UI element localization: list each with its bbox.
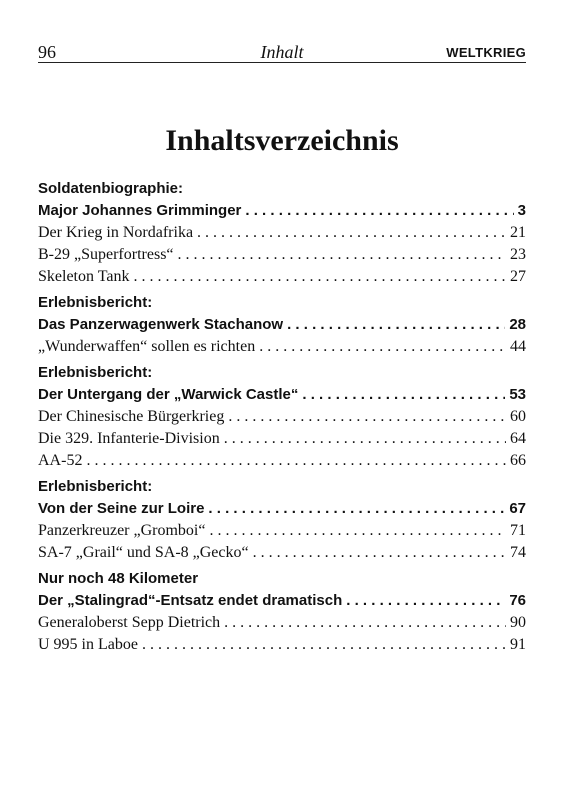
toc-line bbox=[38, 222, 526, 244]
toc-entry-title: „Wunderwaffen“ sollen es richten bbox=[38, 338, 256, 355]
toc-line bbox=[38, 244, 526, 266]
toc-entry[interactable] bbox=[38, 336, 526, 358]
toc-line bbox=[38, 542, 526, 564]
dot-leader bbox=[302, 384, 505, 406]
toc-entry-title: Von der Seine zur Loire bbox=[38, 500, 205, 517]
toc-entry[interactable] bbox=[38, 222, 526, 244]
toc-entry[interactable] bbox=[38, 520, 526, 542]
toc-entry-title: Major Johannes Grimminger bbox=[38, 202, 242, 219]
toc-entry-title: U 995 in Laboe bbox=[38, 636, 138, 653]
dot-leader bbox=[245, 200, 513, 222]
toc-page-number: 66 bbox=[510, 452, 526, 469]
dot-leader bbox=[228, 406, 506, 428]
toc-section-kicker: Soldatenbiographie: bbox=[38, 180, 184, 197]
toc-entry[interactable] bbox=[38, 634, 526, 656]
toc-page-number: 76 bbox=[509, 592, 526, 609]
page-number: 96 bbox=[38, 42, 56, 62]
toc-entry[interactable] bbox=[38, 428, 526, 450]
toc-entry[interactable] bbox=[38, 450, 526, 472]
toc-line bbox=[38, 498, 526, 520]
toc-entry[interactable] bbox=[38, 476, 526, 520]
toc-entry-title: SA-7 „Grail“ und SA-8 „Gecko“ bbox=[38, 544, 249, 561]
toc-line bbox=[38, 450, 526, 472]
toc-entry-title: Der Krieg in Nordafrika bbox=[38, 224, 194, 241]
dot-leader bbox=[224, 612, 506, 634]
toc-page-number: 90 bbox=[510, 614, 526, 631]
toc-line bbox=[38, 406, 526, 428]
toc-section-kicker: Erlebnisbericht: bbox=[38, 478, 153, 495]
toc-entry[interactable] bbox=[38, 568, 526, 612]
toc-entry-title: AA-52 bbox=[38, 452, 83, 469]
toc-page-number: 3 bbox=[517, 202, 526, 219]
toc-line bbox=[38, 314, 526, 336]
toc-line bbox=[38, 428, 526, 450]
toc-entry-title: Das Panzerwagenwerk Stachanow bbox=[38, 316, 284, 333]
toc-page-number: 91 bbox=[510, 636, 526, 653]
toc-line bbox=[38, 612, 526, 634]
toc-page-number: 64 bbox=[510, 430, 526, 447]
toc-entry-title: B-29 „Superfortress“ bbox=[38, 246, 174, 263]
toc-entry-title: Der Chinesische Bürgerkrieg bbox=[38, 408, 225, 425]
dot-leader bbox=[86, 450, 506, 472]
toc-section-kicker: Nur noch 48 Kilometer bbox=[38, 570, 199, 587]
toc-entry-title: Panzerkreuzer „Gromboi“ bbox=[38, 522, 206, 539]
toc-entry[interactable] bbox=[38, 244, 526, 266]
toc-entry[interactable] bbox=[38, 292, 526, 336]
dot-leader bbox=[208, 498, 505, 520]
toc-line bbox=[38, 200, 526, 222]
toc-line bbox=[38, 520, 526, 542]
dot-leader bbox=[346, 590, 505, 612]
dot-leader bbox=[197, 222, 506, 244]
toc-page-number: 28 bbox=[509, 316, 526, 333]
table-of-contents bbox=[38, 178, 526, 656]
dot-leader bbox=[209, 520, 506, 542]
toc-entry[interactable] bbox=[38, 178, 526, 222]
toc-line bbox=[38, 384, 526, 406]
dot-leader bbox=[287, 314, 505, 336]
toc-page-number: 27 bbox=[510, 268, 526, 285]
toc-entry[interactable] bbox=[38, 612, 526, 634]
brand-label: WELTKRIEG bbox=[446, 45, 526, 60]
running-header bbox=[38, 40, 526, 63]
toc-page-number: 21 bbox=[510, 224, 526, 241]
toc-page-number: 53 bbox=[509, 386, 526, 403]
toc-page-number: 44 bbox=[510, 338, 526, 355]
toc-entry-title: Der Untergang der „Warwick Castle“ bbox=[38, 386, 299, 403]
running-title: Inhalt bbox=[260, 42, 304, 62]
toc-entry-title: Skeleton Tank bbox=[38, 268, 130, 285]
toc-line bbox=[38, 266, 526, 288]
toc-entry[interactable] bbox=[38, 542, 526, 564]
dot-leader bbox=[224, 428, 506, 450]
toc-page-number: 67 bbox=[509, 500, 526, 517]
toc-line bbox=[38, 590, 526, 612]
toc-page-number: 74 bbox=[510, 544, 526, 561]
toc-entry[interactable] bbox=[38, 266, 526, 288]
toc-entry[interactable] bbox=[38, 406, 526, 428]
dot-leader bbox=[133, 266, 506, 288]
toc-page-number: 23 bbox=[510, 246, 526, 263]
dot-leader bbox=[259, 336, 506, 358]
toc-section-kicker: Erlebnisbericht: bbox=[38, 294, 153, 311]
toc-line bbox=[38, 634, 526, 656]
toc-entry-title: Die 329. Infanterie-Division bbox=[38, 430, 220, 447]
toc-section-kicker: Erlebnisbericht: bbox=[38, 364, 153, 381]
dot-leader bbox=[253, 542, 506, 564]
toc-entry[interactable] bbox=[38, 362, 526, 406]
toc-entry-title: Generaloberst Sepp Dietrich bbox=[38, 614, 221, 631]
dot-leader bbox=[178, 244, 506, 266]
toc-page-number: 60 bbox=[510, 408, 526, 425]
toc-line bbox=[38, 336, 526, 358]
page-title: Inhaltsverzeichnis bbox=[165, 124, 399, 157]
dot-leader bbox=[142, 634, 506, 656]
toc-page-number: 71 bbox=[510, 522, 526, 539]
toc-entry-title: Der „Stalingrad“-Entsatz endet dramatisch bbox=[38, 592, 343, 609]
